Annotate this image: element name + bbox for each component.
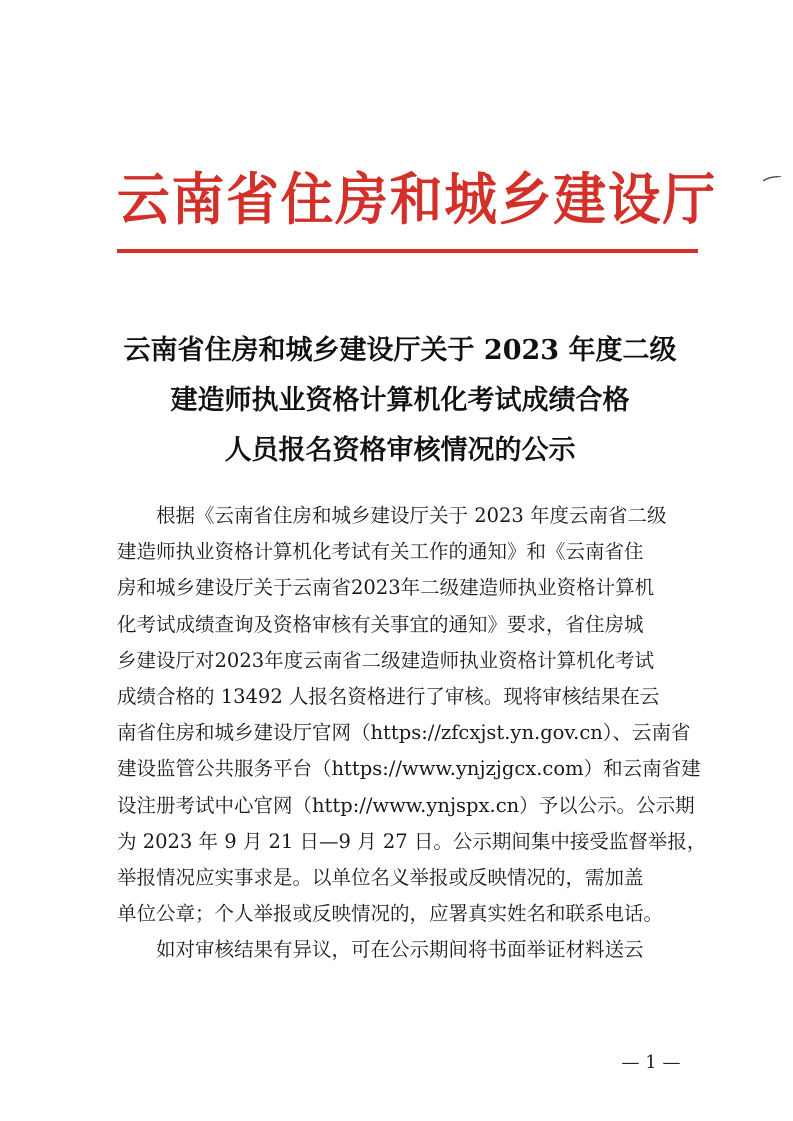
scan-speck-icon <box>763 176 781 182</box>
title-line: 云南省住房和城乡建设厅关于 2023 年度二级 <box>123 335 677 366</box>
body-line: 建造师执业资格计算机化考试有关工作的通知》和《云南省住 <box>117 540 644 564</box>
body-line: 根据《云南省住房和城乡建设厅关于 2023 年度云南省二级 <box>117 504 667 527</box>
body-line: 南省住房和城乡建设厅官网（https://zfcxjst.yn.gov.cn）、云南省 <box>117 721 691 745</box>
title-line: 人员报名资格审核情况的公示 <box>224 435 576 466</box>
body-line: 设注册考试中心官网（http://www.ynjspx.cn）予以公示。公示期 <box>117 793 695 817</box>
body-line: 化考试成绩查询及资格审核有关事宜的通知》要求，省住房城 <box>117 612 644 636</box>
letterhead-red-rule <box>117 249 698 253</box>
body-line: 乡建设厅对2023年度云南省二级建造师执业资格计算机化考试 <box>117 648 655 672</box>
title-line: 建造师执业资格计算机化考试成绩合格 <box>170 385 630 416</box>
body-line: 举报情况应实事求是。以单位名义举报或反映情况的，需加盖 <box>117 865 644 889</box>
body-line: 建设监管公共服务平台（https://www.ynjzjgcx.com）和云南省建 <box>117 757 701 781</box>
document-body <box>117 498 712 968</box>
letterhead-organization: 云南省住房和城乡建设厅 <box>117 167 717 233</box>
document-title <box>100 326 700 476</box>
body-line: 单位公章；个人举报或反映情况的，应署真实姓名和联系电话。 <box>117 902 664 926</box>
body-line: 为 2023 年 9 月 21 日—9 月 27 日。公示期间集中接受监督举报， <box>117 829 707 853</box>
body-line: 如对审核结果有异议，可在公示期间将书面举证材料送云 <box>117 938 644 962</box>
body-line: 房和城乡建设厅关于云南省2023年二级建造师执业资格计算机 <box>117 576 655 600</box>
body-line: 成绩合格的 13492 人报名资格进行了审核。现将审核结果在云 <box>117 684 660 708</box>
page-number: — 1 — <box>621 1052 681 1073</box>
